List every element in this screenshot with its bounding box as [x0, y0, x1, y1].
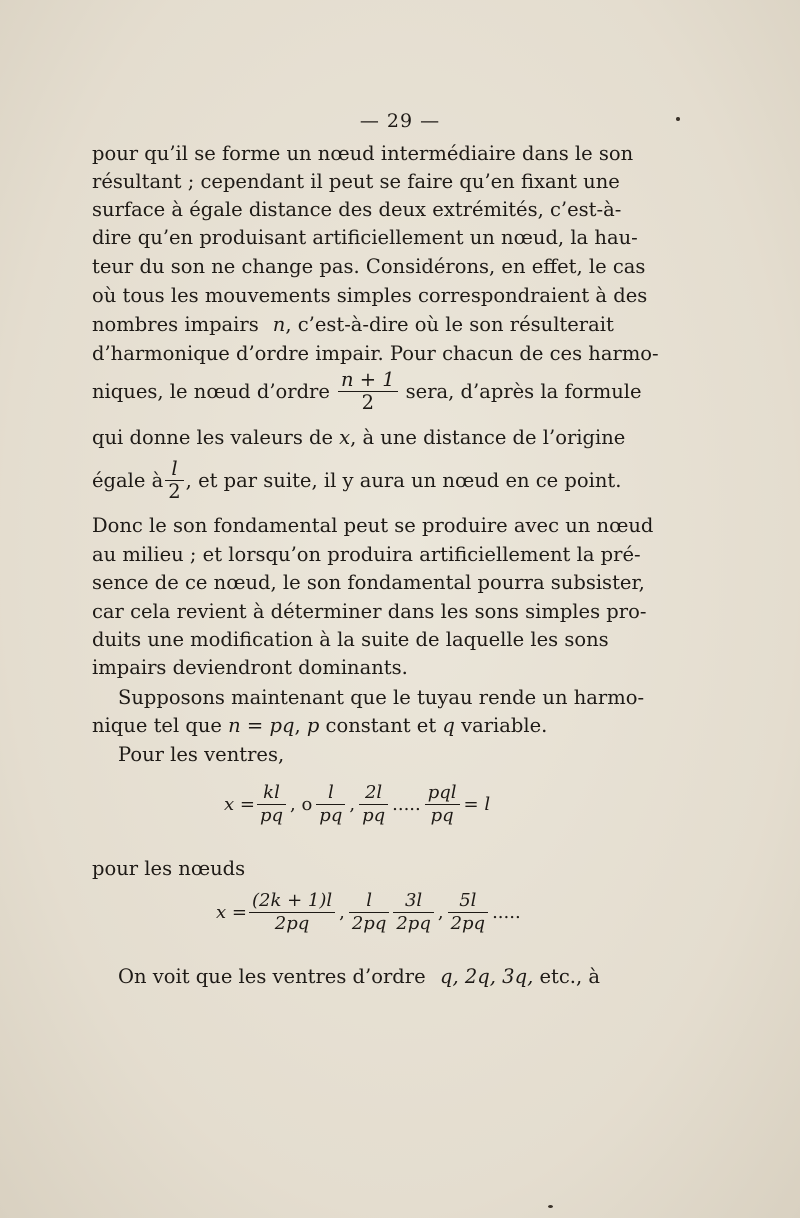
fraction-numerator: (2k + 1)l: [251, 890, 333, 911]
text-line: sence de ce nœud, le son fondamental pourra subsister,: [92, 571, 645, 594]
fraction-numerator: 3l: [404, 890, 423, 911]
ink-speck: [676, 117, 680, 121]
text-line: pour les nœuds: [92, 857, 246, 880]
text-fragment: égale à: [92, 468, 164, 492]
text-line: Pour les ventres,: [118, 743, 285, 766]
text-line: dire qu’en produisant artificiellement un nœud, la hau-: [92, 226, 638, 249]
fraction-denominator: 2: [338, 391, 398, 414]
equation-noeuds: [216, 890, 523, 935]
text-line: pour qu’il se forme un nœud intermédiaire dans le son: [92, 142, 634, 165]
separator: ,: [437, 902, 444, 923]
text-line: résultant ; cependant il peut se faire qu’en fixant une: [92, 170, 620, 193]
text-line: [118, 964, 600, 990]
separator: , o: [290, 794, 313, 815]
fraction: [448, 890, 489, 935]
text-fragment: qui donne les valeurs de: [92, 426, 334, 449]
fraction-numerator: n + 1: [340, 368, 395, 391]
text-line: teur du son ne change pas. Considérons, en effet, le cas: [92, 255, 646, 278]
fraction: [165, 458, 183, 503]
text-fragment: nombres impairs: [92, 313, 259, 336]
fraction-denominator: pq: [425, 804, 460, 827]
text-fragment: , c’est-à-dire où le son résulterait: [285, 313, 614, 336]
fraction: [359, 782, 388, 827]
fraction-numerator: 5l: [459, 890, 477, 911]
text-line: surface à égale distance des deux extrémités, c’est-à-: [92, 198, 622, 221]
fraction: [349, 890, 390, 935]
text-fragment: [333, 425, 625, 451]
text-line: [92, 713, 600, 739]
text-line: d’harmonique d’ordre impair. Pour chacun de ces harmo-: [92, 342, 659, 365]
text-fragment: , à une distance de l’origine: [350, 426, 626, 449]
text-line: car cela revient à déterminer dans les sons simples pro-: [92, 600, 647, 623]
text-fragment: constant et: [319, 714, 443, 737]
text-fragment: niques, le nœud d’ordre: [92, 379, 330, 403]
text-fragment: variable.: [454, 714, 548, 737]
equation-ventres: [224, 782, 492, 827]
math-variable: n: [272, 313, 286, 336]
separator: .....: [492, 902, 521, 923]
text-fragment: [259, 312, 614, 338]
fraction-numerator: l: [366, 890, 372, 911]
fraction-numerator: 2l: [364, 782, 383, 803]
fraction: [249, 890, 335, 935]
text-fragment: sera, d’après la formule: [405, 379, 642, 403]
fraction-denominator: 2: [165, 480, 183, 503]
text-fragment: On voit que les ventres d’ordre: [118, 965, 426, 988]
text-fragment: [440, 964, 600, 990]
text-line-with-fraction: [92, 368, 642, 414]
text-line: Donc le son fondamental peut se produire avec un nœud: [92, 514, 654, 537]
text-line: Supposons maintenant que le tuyau rende un harmo-: [118, 686, 645, 709]
fraction-denominator: pq: [257, 804, 286, 827]
page-number: — 29 —: [359, 110, 441, 132]
equation-lhs: x =: [216, 902, 247, 923]
text-fragment: ,: [294, 714, 307, 737]
equation-lhs: x =: [224, 794, 255, 815]
fraction-numerator: l: [327, 782, 334, 803]
fraction-denominator: 2pq: [249, 912, 335, 935]
fraction-numerator: kl: [263, 782, 280, 803]
text-line: au milieu ; et lorsqu’on produira artificiellement la pré-: [92, 543, 641, 566]
separator: .....: [392, 794, 421, 815]
fraction-denominator: 2pq: [349, 912, 390, 935]
text-fragment: etc., à: [533, 965, 600, 988]
text-line: [92, 425, 626, 451]
math-expression: q, 2q, 3q,: [440, 965, 534, 988]
math-variable: x: [339, 426, 351, 449]
text-line-with-fraction: [92, 457, 622, 503]
separator: ,: [349, 794, 356, 815]
text-line: impairs deviendront dominants.: [92, 656, 408, 679]
math-variable: p: [306, 714, 320, 737]
text-line: [92, 312, 614, 338]
equation-rhs: = l: [463, 794, 491, 815]
fraction: [257, 782, 286, 827]
separator: ,: [339, 902, 345, 923]
fraction: [338, 369, 398, 414]
fraction: [393, 890, 434, 935]
text-fragment: , et par suite, il y aura un nœud en ce point.: [185, 468, 622, 492]
fraction-numerator: l: [171, 457, 178, 480]
text-line: duits une modification à la suite de laquelle les sons: [92, 628, 609, 651]
fraction-denominator: 2pq: [448, 912, 489, 935]
fraction-denominator: pq: [359, 804, 388, 827]
fraction-denominator: pq: [316, 804, 345, 827]
fraction: [316, 782, 345, 827]
fraction: [425, 782, 460, 827]
math-variable: q: [442, 714, 455, 737]
text-line: où tous les mouvements simples correspondraient à des: [92, 284, 648, 307]
fraction-numerator: pql: [427, 782, 457, 803]
fraction-denominator: 2pq: [393, 912, 434, 935]
ink-speck: [548, 1205, 553, 1208]
text-fragment: nique tel que: [92, 714, 222, 737]
math-expression: n = pq: [228, 714, 295, 737]
